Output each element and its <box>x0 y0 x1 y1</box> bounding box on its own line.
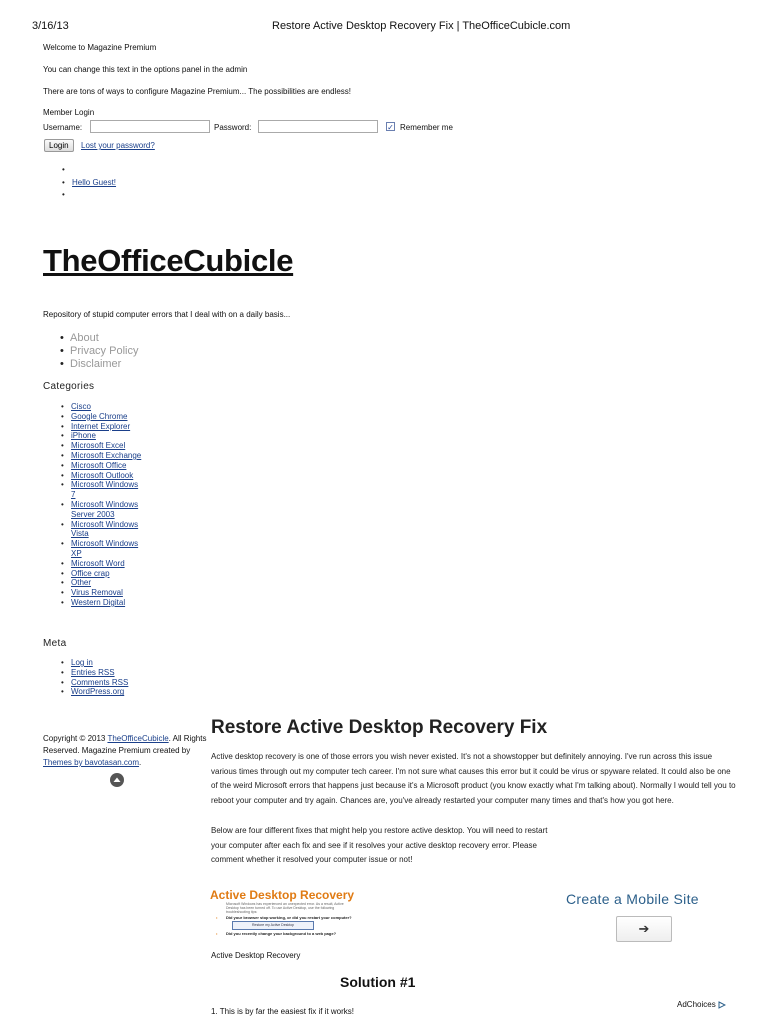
password-label: Password: <box>214 123 252 132</box>
lost-password-link[interactable]: Lost your password? <box>81 141 155 150</box>
footer-credits <box>43 733 208 769</box>
list-item <box>57 598 142 608</box>
image-title: Active Desktop Recovery <box>210 888 355 902</box>
list-item <box>57 480 142 500</box>
username-input[interactable] <box>90 120 210 133</box>
list-item <box>58 164 116 177</box>
list-item <box>57 539 142 559</box>
list-item <box>58 177 116 190</box>
list-item <box>57 687 142 697</box>
post-image <box>210 888 360 946</box>
category-link-microsoft-windows-7[interactable]: Microsoft Windows 7 <box>71 480 139 500</box>
print-page-title: Restore Active Desktop Recovery Fix | TheOfficeCubicle.com <box>272 20 571 32</box>
meta-link-wordpress-org[interactable]: WordPress.org <box>71 687 125 697</box>
site-tagline: Repository of stupid computer errors that I deal with on a daily basis... <box>43 310 291 319</box>
hello-guest-link[interactable]: Hello Guest! <box>72 177 117 187</box>
list-item <box>57 569 142 579</box>
user-menu <box>58 164 116 202</box>
image-restore-button: Restore my Active Desktop <box>232 921 314 930</box>
ad-arrow-button[interactable]: ➔ <box>616 916 672 942</box>
adchoices-text: AdChoices <box>677 1000 716 1009</box>
image-bullet-1: • Did your browser stop working, or did you restart your computer? <box>216 914 352 920</box>
meta-link-comments-rss[interactable]: Comments RSS <box>71 677 129 687</box>
list-item <box>57 451 142 461</box>
nav-item-about[interactable]: • About <box>56 332 138 345</box>
list-item <box>57 578 142 588</box>
list-item <box>57 422 142 432</box>
login-heading: Member Login <box>43 108 95 117</box>
welcome-line-3: There are tons of ways to configure Magazine Premium... The possibilities are endless! <box>43 87 351 96</box>
print-date: 3/16/13 <box>32 20 69 32</box>
username-label: Username: <box>43 123 83 132</box>
category-link-virus-removal[interactable]: Virus Removal <box>71 588 123 598</box>
categories-heading: Categories <box>43 381 95 392</box>
category-link-microsoft-excel[interactable]: Microsoft Excel <box>71 441 126 451</box>
category-link-microsoft-exchange[interactable]: Microsoft Exchange <box>71 450 142 460</box>
post-paragraph-1: Active desktop recovery is one of those errors you wish never existed. It's not a showstopper but definitely annoying. I've run across this issue various times through out my computer tech career. I'm not sure what causes this error but it could be virus or spyware related. It could also be one of the weird Microsoft errors that happens just because it's a Microsoft product (you know exactly what I'm talking about). Normally I would tell you to reboot your computer and try again. Chances are, you've already restarted your computer many times and that's how you got here. <box>211 752 736 805</box>
copyright-text: Copyright © 2013 <box>43 734 106 743</box>
scroll-up-icon[interactable] <box>110 773 124 787</box>
created-by-text: Magazine Premium created by <box>81 746 191 755</box>
list-item <box>58 189 116 202</box>
rights-text: . All Rights Reserved. <box>43 734 207 755</box>
solution-heading: Solution #1 <box>340 974 416 990</box>
category-link-western-digital[interactable]: Western Digital <box>71 597 126 607</box>
themes-link[interactable]: Themes by bavotasan.com <box>43 758 140 767</box>
category-link-office-crap[interactable]: Office crap <box>71 568 110 578</box>
image-bullet-1-text: Did your browser stop working, or did you restart your computer? <box>226 914 352 920</box>
password-input[interactable] <box>258 120 378 133</box>
category-link-microsoft-word[interactable]: Microsoft Word <box>71 558 125 568</box>
list-item <box>57 402 142 412</box>
login-button[interactable]: Login <box>44 139 74 152</box>
list-item <box>57 471 142 481</box>
image-caption: Active Desktop Recovery <box>211 951 301 960</box>
site-title[interactable]: TheOfficeCubicle <box>43 243 294 278</box>
image-bullet-2: • Did you recently change your background to a web page? <box>216 930 337 936</box>
meta-link-entries-rss[interactable]: Entries RSS <box>71 667 115 677</box>
list-item <box>57 461 142 471</box>
nav-item-disclaimer[interactable]: • Disclaimer <box>56 358 138 371</box>
category-link-microsoft-windows-xp[interactable]: Microsoft Windows XP <box>71 539 139 558</box>
meta-heading: Meta <box>43 638 67 649</box>
category-link-google-chrome[interactable]: Google Chrome <box>71 411 128 421</box>
list-item <box>57 441 142 451</box>
categories-list <box>57 402 142 608</box>
list-item <box>57 500 142 520</box>
category-link-microsoft-outlook[interactable]: Microsoft Outlook <box>71 470 134 480</box>
post-paragraph-2: Below are four different fixes that might help you restore active desktop. You will need to restart your computer after each fix and see if it resolves your active desktop recovery error. Please comment whether it resolved your computer issue or not! <box>211 826 548 864</box>
meta-list <box>57 658 142 697</box>
category-link-internet-explorer[interactable]: Internet Explorer <box>71 421 131 431</box>
image-text: Microsoft Windows has experienced an unexpected error. As a result, Active Desktop has been turned off. To use Active Desktop, use the following troubleshooting tips: <box>226 902 344 915</box>
category-link-cisco[interactable]: Cisco <box>71 402 92 411</box>
image-bullet-2-text: Did you recently change your background to a web page? <box>226 930 337 936</box>
category-link-microsoft-office[interactable]: Microsoft Office <box>71 460 127 470</box>
meta-link-log-in[interactable]: Log in <box>71 658 93 667</box>
footer-end: . <box>139 758 142 767</box>
ad-title[interactable]: Create a Mobile Site <box>566 891 699 907</box>
list-item <box>57 559 142 569</box>
list-item <box>57 658 142 668</box>
adchoices-icon <box>718 1001 726 1009</box>
list-item <box>57 678 142 688</box>
category-link-microsoft-windows-server-2003[interactable]: Microsoft Windows Server 2003 <box>71 499 139 519</box>
welcome-line-1: Welcome to Magazine Premium <box>43 43 157 52</box>
page-nav <box>56 332 138 371</box>
step-1: 1. This is by far the easiest fix if it works! <box>211 1007 355 1016</box>
post-title: Restore Active Desktop Recovery Fix <box>211 717 548 738</box>
list-item <box>57 520 142 540</box>
category-link-microsoft-windows-vista[interactable]: Microsoft Windows Vista <box>71 519 139 539</box>
adchoices-label[interactable] <box>677 999 726 1010</box>
category-link-iphone[interactable]: iPhone <box>71 431 96 441</box>
list-item <box>57 431 142 441</box>
category-link-other[interactable]: Other <box>71 578 92 588</box>
footer-site-link[interactable]: TheOfficeCubicle <box>107 734 169 743</box>
list-item <box>57 412 142 422</box>
list-item <box>57 668 142 678</box>
remember-me-label: Remember me <box>400 123 453 132</box>
nav-item-privacy-policy[interactable]: • Privacy Policy <box>56 345 138 358</box>
welcome-line-2: You can change this text in the options panel in the admin <box>43 65 248 74</box>
remember-me-checkbox[interactable]: ✓ <box>387 123 394 132</box>
list-item <box>57 588 142 598</box>
